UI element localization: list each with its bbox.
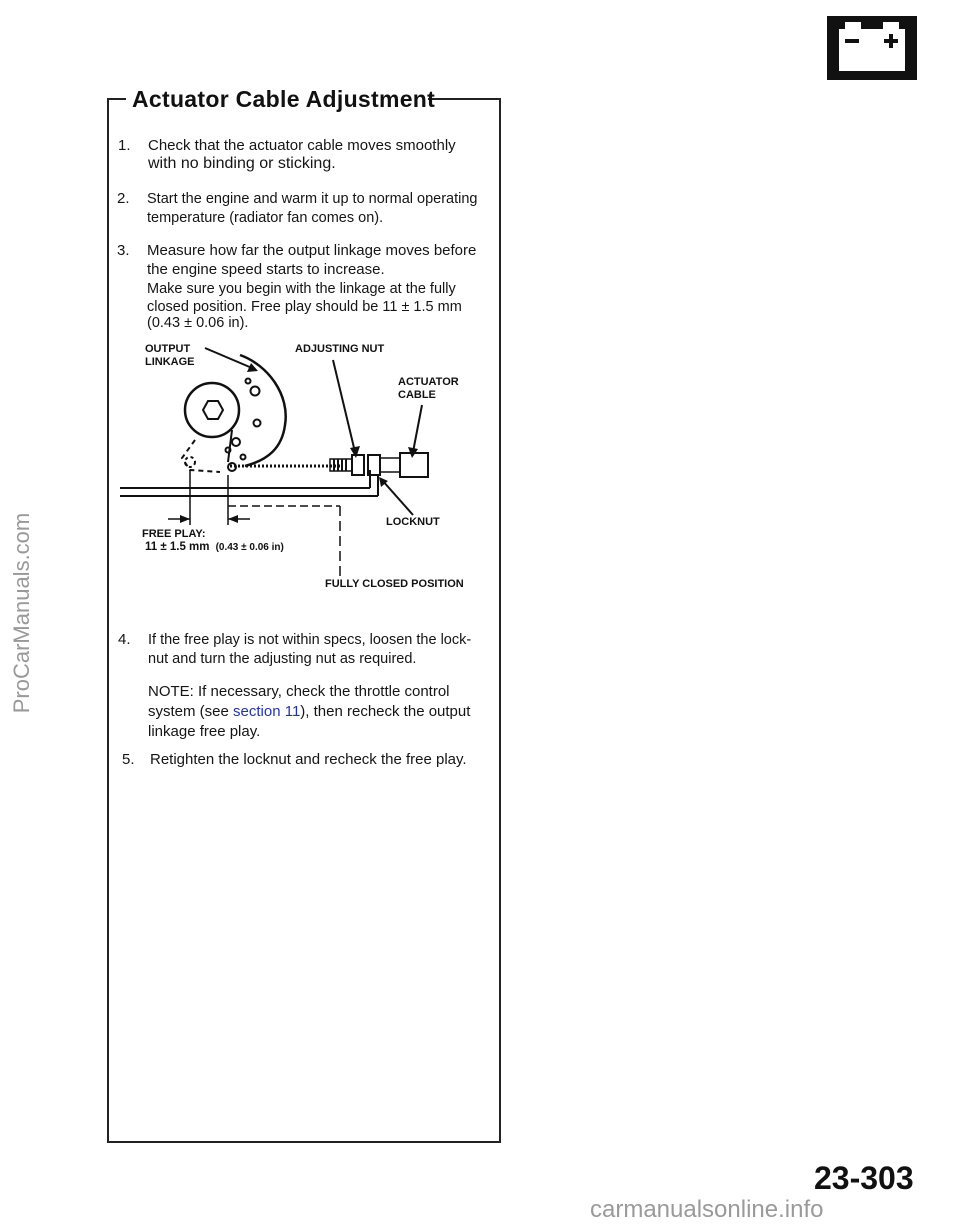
actuator-cable-diagram [110,335,495,600]
label-line: LINKAGE [145,356,195,368]
note-block [148,682,498,744]
label-actuator-cable [398,376,459,402]
step-text-line: (0.43 ± 0.06 in). [147,315,249,331]
step-3 [117,241,497,331]
step-text-line: Measure how far the output linkage moves before [147,242,477,259]
note-line: NOTE: If necessary, check the throttle control [148,683,450,700]
step-text-line: Retighten the locknut and recheck the free play. [150,751,467,768]
step-text-line: Check that the actuator cable moves smoothly [148,137,456,154]
label-locknut: LOCKNUT [386,516,440,528]
free-play-mm: 11 ± 1.5 mm [145,541,210,553]
step-text-line: nut and turn the adjusting nut as required. [148,651,417,667]
label-adjusting-nut: ADJUSTING NUT [295,343,385,355]
section-11-link[interactable]: section 11 [233,703,301,720]
note-text: ), then recheck the output [300,703,471,720]
section-title: Actuator Cable Adjustment [132,86,436,112]
step-text-line: temperature (radiator fan comes on). [147,210,384,226]
step-5 [122,750,498,772]
label-line: CABLE [398,389,436,401]
watermark-side: ProCarManuals.com [9,512,34,714]
step-number: 1. [118,137,131,154]
step-number: 2. [117,190,130,207]
step-text-line: If the free play is not within specs, loosen the lock- [148,632,472,648]
label-line: OUTPUT [145,343,191,355]
step-text-line: closed position. Free play should be 11 ± 1.5 mm [147,299,462,315]
watermark-bottom: carmanualsonline.info [590,1196,824,1223]
page-number: 23-303 [814,1160,914,1196]
label-free-play-value [145,541,284,554]
free-play-inch: (0.43 ± 0.06 in) [215,542,284,553]
label-fully-closed-position: FULLY CLOSED POSITION [325,578,464,590]
step-text-line: the engine speed starts to increase. [147,261,385,278]
step-1 [118,136,498,180]
note-line [148,702,498,722]
label-output-linkage [145,343,195,369]
step-text-line: with no binding or sticking. [148,155,336,172]
label-line: ACTUATOR [398,376,459,388]
step-number: 5. [122,751,135,768]
step-2 [117,189,497,229]
step-text-line: Make sure you begin with the linkage at the fully [147,281,456,297]
note-text: system (see [148,703,234,720]
step-number: 4. [118,631,131,648]
note-line: linkage free play. [148,723,261,740]
label-free-play-title: FREE PLAY: [142,528,206,540]
step-4 [118,630,498,670]
step-number: 3. [117,242,130,259]
step-text-line: Start the engine and warm it up to normal operating [147,191,478,207]
